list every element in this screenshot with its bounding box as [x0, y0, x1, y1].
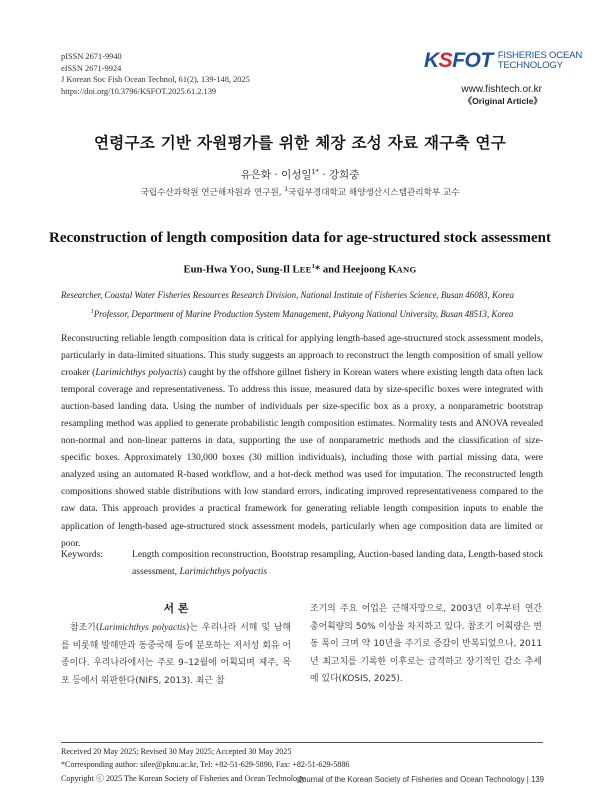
eissn: eISSN 2671-9924: [61, 63, 122, 73]
author-2-given: , Sung-Il: [251, 264, 293, 276]
corresponding-marker: 1*: [311, 167, 319, 176]
corresponding-author-note: *Corresponding author: silee@pknu.ac.kr, Tel: +82-51-629-5890, Fax: +82-51-629-5886: [61, 760, 350, 770]
ksfot-logo-mark: [424, 50, 493, 72]
korean-affiliation-1: 국립수산과학원 연근해자원과 연구원,: [140, 188, 285, 198]
footer-separator: |: [524, 775, 531, 784]
section-heading-introduction: 서 론: [163, 602, 189, 615]
affiliation-marker-en: 1: [90, 308, 94, 315]
logo-mark-s: S: [438, 49, 453, 72]
journal-citation: J Korean Soc Fish Ocean Technol, 61(2), 139-148, 2025: [61, 75, 250, 85]
korean-author-names: 유은화 · 이성일: [240, 169, 312, 181]
abstract-text-2: ) caught by the offshore gillnet fishery in Korean waters where existing length data often lack temporal coverage and representativeness. To address this issue, measured data by size-specific boxes were integrated with auction-based landing data. Using the number of individuals per size-specific box as a proxy, a nonparametric bootstrap resampling method was applied to generate probabilistic length composition estimates. Normality tests and ANOVA revealed non-normal and non-linear patterns in data, supporting the use of nonparametric methods and the classification of size-specific boxes. Approximately 130,000 boxes (30 million individuals), including those with partial missing data, were analyzed using an automated R-based workflow, and a hot-deck method was used for imputation. The reconstructed length compositions showed stable distributions with low standard errors, indicating improved representativeness compared to the raw data. This approach provides a practical framework for generating reliable length composition inputs to enable the application of length-based age-structured stock assessment models, particularly when age composition data are limited or poor.: [61, 367, 544, 549]
logo-wordmark: [498, 51, 582, 71]
abstract-text-1: Reconstructing reliable length composition data is critical for applying length-based age-structured stock assessment models, particularly in data-limited situations. This study suggests an approach to reconstruct the length composition of small yellow croaker (: [61, 333, 543, 379]
corresponding-star: *: [314, 264, 321, 276]
english-affiliation-1: Researcher, Coastal Water Fisheries Resources Research Division, National Institute of Fisheries Science, Busan 46083, Korea: [61, 290, 514, 300]
pissn: pISSN 2671-9940: [61, 52, 122, 61]
english-affiliations: [61, 287, 543, 322]
abstract: [61, 330, 543, 552]
journal-logo-block: [424, 49, 583, 107]
korean-authors: [0, 167, 600, 182]
logo-line-2: TECHNOLOGY: [497, 60, 563, 71]
logo-mark-k: K: [424, 49, 439, 72]
korean-title: 연령구조 기반 자원평가를 위한 체장 조성 자료 재구축 연구: [93, 134, 507, 152]
abstract-species-name: Larimichthys polyactis: [95, 367, 183, 379]
author-1-given: Eun-Hwa: [183, 264, 230, 276]
english-title: Reconstruction of length composition data for age-structured stock assessment: [49, 230, 551, 246]
korean-affiliation-2: 국립부경대학교 해양생산시스템관리학부 교수: [288, 188, 460, 198]
page-footer: [61, 775, 544, 784]
footnote-divider: [61, 742, 543, 743]
keywords-label: Keywords:: [61, 549, 104, 560]
intro-left-text-1: 참조기(: [70, 623, 100, 633]
intro-species-name: Larimichthys polyactis: [99, 623, 186, 633]
author-1-surname-rest: OO: [237, 264, 251, 275]
doi-link[interactable]: https://doi.org/10.3796/KSFOT.2025.61.2.139: [61, 86, 217, 96]
copyright-notice: Copyright ⓒ 2025 The Korean Society of Fisheries and Ocean Technology: [61, 773, 306, 783]
author-3-surname-rest: ANG: [396, 264, 417, 275]
logo-line-1: FISHERIES OCEAN: [497, 50, 583, 61]
page-number: 139: [530, 775, 544, 784]
intro-right-column: 조기의 주요 어업은 근해자망으로, 2003년 이후부터 연간 총어획량의 50% 이상을 차지하고 있다. 참조기 어획량은 변동 폭이 크며 약 10년을 주기로 증감이 반복되었으나, 2011년 최고치를 기록한 이후로는 급격하고 장기적인 감소 추세에 있다(KOSIS, 2025).: [310, 604, 542, 685]
english-affiliation-2: [61, 304, 543, 322]
footer-journal-name: Journal of the Korean Society of Fisheries and Ocean Technology: [298, 775, 525, 784]
author-3-surname-initial: K: [388, 264, 397, 276]
intro-left-column: [61, 620, 291, 690]
manuscript-dates: Received 20 May 2025; Revised 30 May 2025; Accepted 30 May 2025: [61, 747, 292, 756]
korean-author-last: · 강희중: [318, 169, 360, 181]
author-3-given: and Heejoong: [320, 264, 389, 276]
author-2-affiliation-marker: 1: [311, 263, 315, 270]
logo-mark-ot: OT: [464, 49, 493, 72]
author-2-surname-rest: EE: [299, 264, 312, 275]
keywords-text: Length composition reconstruction, Bootstrap resampling, Auction-based landing data, Length-based stock assessment,: [132, 549, 543, 577]
intro-left-text-2: )는 우리나라 서해 및 남해를 비롯해 발해만과 동중국해 등에 분포하는 저서성 회유 어종이다. 우리나라에서는 주로 9–12월에 어획되며 제주, 목포 등에서 위판한다(NIFS, 2013). 최근 참: [61, 623, 292, 686]
keywords-list: [132, 546, 543, 580]
english-authors: [0, 263, 600, 276]
keywords-species: Larimichthys polyactis: [179, 566, 268, 577]
affiliation-marker: 1: [284, 186, 289, 194]
author-2-surname-initial: L: [292, 264, 300, 276]
journal-issn-block: [61, 51, 250, 97]
logo-mark-f: F: [452, 49, 465, 72]
korean-affiliations: [0, 186, 600, 198]
english-affiliation-2-text: Professor, Department of Marine Production System Management, Pukyong National University, Busan 48513, Korea: [93, 308, 514, 319]
author-1-surname-initial: Y: [229, 264, 238, 276]
article-type-label: 《Original Article》: [463, 96, 542, 106]
journal-url[interactable]: www.fishtech.or.kr: [461, 84, 542, 95]
